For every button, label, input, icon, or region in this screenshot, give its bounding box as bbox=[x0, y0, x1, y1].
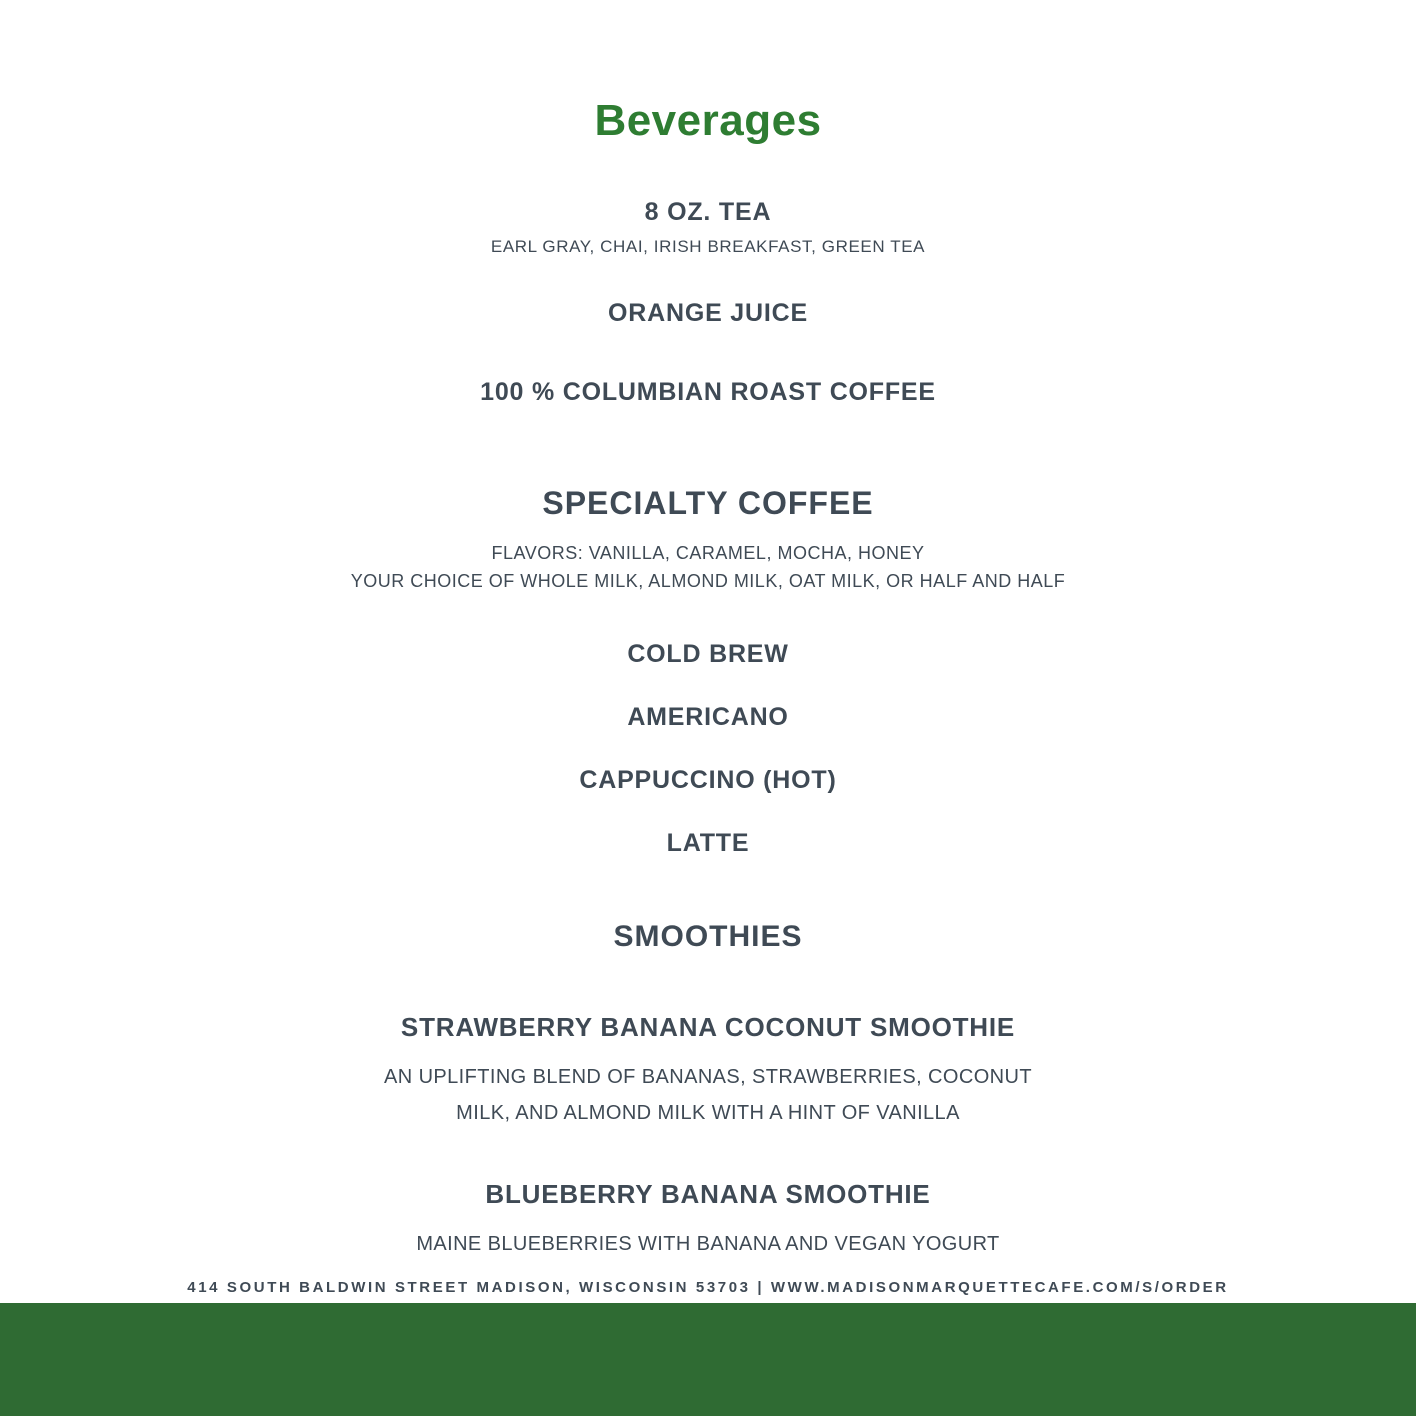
menu-item-columbian-coffee: 100 % COLUMBIAN ROAST COFFEE bbox=[480, 378, 936, 406]
menu-item-latte: LATTE bbox=[666, 828, 750, 857]
menu-item-tea: 8 OZ. TEA bbox=[644, 198, 772, 226]
menu-item-blueberry-banana-smoothie: BLUEBERRY BANANA SMOOTHIE bbox=[485, 1178, 931, 1209]
menu-item-cappuccino: CAPPUCCINO (HOT) bbox=[579, 765, 837, 794]
strawberry-smoothie-desc: AN UPLIFTING BLEND OF BANANAS, STRAWBERRIES, COCONUT MILK, AND ALMOND MILK WITH A HINT OF VANILLA bbox=[384, 1065, 1032, 1124]
menu-item-americano: AMERICANO bbox=[627, 702, 789, 731]
specialty-coffee-desc-line-2: YOUR CHOICE OF WHOLE MILK, ALMOND MILK, OAT MILK, OR HALF AND HALF bbox=[350, 570, 1066, 591]
section-heading-specialty-coffee: SPECIALTY COFFEE bbox=[542, 485, 874, 521]
specialty-coffee-desc-line-1: FLAVORS: VANILLA, CARAMEL, MOCHA, HONEY bbox=[491, 543, 925, 563]
blueberry-smoothie-desc: MAINE BLUEBERRIES WITH BANANA AND VEGAN YOGURT bbox=[416, 1232, 1000, 1255]
footer-address-and-url: 414 SOUTH BALDWIN STREET MADISON, WISCONSIN 53703 | WWW.MADISONMARQUETTECAFE.COM/S/ORDER bbox=[187, 1279, 1229, 1296]
menu-item-cold-brew: COLD BREW bbox=[627, 639, 789, 668]
section-heading-smoothies: SMOOTHIES bbox=[613, 919, 803, 953]
menu-item-strawberry-banana-coconut-smoothie: STRAWBERRY BANANA COCONUT SMOOTHIE bbox=[400, 1011, 1016, 1042]
menu-item-orange-juice: ORANGE JUICE bbox=[608, 299, 808, 327]
bottom-green-band bbox=[0, 1303, 1416, 1416]
specialty-coffee-desc bbox=[0, 540, 1416, 596]
menu-item-tea-desc: EARL GRAY, CHAI, IRISH BREAKFAST, GREEN TEA bbox=[490, 237, 926, 256]
page-title: Beverages bbox=[594, 96, 822, 145]
